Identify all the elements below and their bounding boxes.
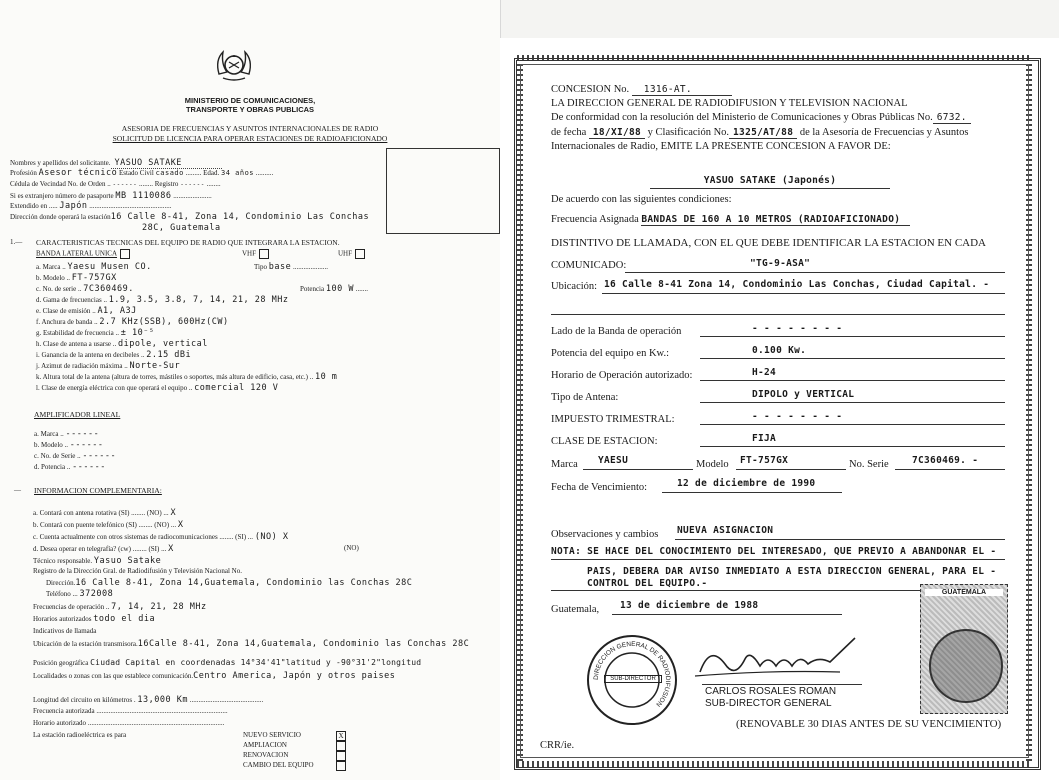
info-mid: (NO) ...	[146, 509, 171, 517]
info-value: X	[168, 544, 174, 554]
vhf-checkbox[interactable]	[259, 249, 269, 259]
tech-dots: ..	[103, 296, 109, 304]
zones-value: Centro America, Japón y otros paises	[193, 671, 396, 681]
tech-row	[36, 350, 191, 360]
purpose-option-label: AMPLIACION	[243, 741, 287, 749]
date-class-row	[551, 127, 968, 138]
note-line-2: PAIS, DEBERA DAR AVISO INMEDIATO A ESTA DIRECCION GENERAL, PARA EL -	[587, 566, 997, 577]
phone-value: 372008	[79, 589, 114, 599]
potencia-label: Potencia	[300, 285, 325, 293]
tech-key: b.	[36, 274, 43, 282]
signature-line	[702, 684, 862, 685]
condition-value: - - - - - - - -	[752, 323, 843, 334]
note-rule-1	[551, 559, 1005, 560]
tech-label: Anchura de banda	[41, 318, 95, 326]
tech-value: dipole, vertical	[118, 339, 208, 349]
tech-dots: ..	[62, 263, 68, 271]
tech-dots: ..	[124, 362, 130, 370]
condition-line	[700, 380, 1005, 381]
tech-dots: ..	[66, 274, 72, 282]
fiscal-stamp	[920, 584, 1008, 714]
banda-checkbox[interactable]	[120, 249, 130, 259]
phone-label: Teléfono	[46, 590, 71, 598]
amplifier-value: ------	[82, 451, 117, 461]
condition-value: - - - - - - - -	[752, 411, 843, 422]
tech-key: i.	[36, 351, 42, 359]
condition-label: IMPUESTO TRIMESTRAL:	[551, 414, 675, 425]
tech-dots: ..	[94, 318, 100, 326]
geo-label: Posición geográfica	[33, 659, 89, 667]
geo-row	[33, 658, 421, 667]
direction-row	[46, 578, 412, 588]
expiry-label: Fecha de Vencimiento:	[551, 482, 648, 493]
condition-label: CLASE DE ESTACION:	[551, 436, 658, 447]
info-mid: (SI) ...	[235, 533, 255, 541]
tech-row	[36, 339, 208, 349]
seal-text: SUB-DIRECTOR	[604, 675, 662, 683]
concession-number-value: 1316-AT.	[632, 84, 732, 96]
age-value: 34 años	[221, 169, 255, 177]
tipo-row: Tipo base ....................	[254, 262, 328, 272]
tech-row	[36, 295, 288, 305]
tech-row	[36, 317, 229, 327]
info-value: X	[170, 508, 177, 518]
info-key: b.	[33, 521, 40, 529]
info-row	[33, 520, 183, 530]
observations-label: Observaciones y cambios	[551, 529, 659, 540]
tech-row	[36, 328, 154, 338]
tech-key: a.	[36, 263, 43, 271]
tech-key: e.	[36, 307, 43, 315]
hours-label: Horarios autorizados	[33, 615, 92, 623]
tech-row	[36, 262, 152, 272]
condition-value: DIPOLO y VERTICAL	[752, 389, 855, 400]
info-title: INFORMACION COMPLEMENTARIA:	[34, 486, 162, 495]
tech-row	[36, 284, 134, 294]
age-label: Edad.	[203, 169, 220, 177]
amplifier-key: c.	[34, 452, 41, 460]
amplifier-row	[34, 440, 104, 450]
info-value: X	[177, 520, 184, 530]
zones-row	[33, 671, 395, 681]
amplifier-value: ------	[69, 440, 104, 450]
tech-key: d.	[36, 296, 43, 304]
serial-value: 7C360469. -	[912, 455, 979, 466]
info-key: a.	[33, 509, 40, 517]
license-application-form	[0, 0, 500, 780]
amplifier-value: ------	[72, 462, 106, 472]
name-label: Nombres y apellidos del solicitante.	[10, 159, 111, 167]
purpose-option-label: CAMBIO DEL EQUIPO	[243, 761, 314, 769]
amplifier-label: No. de Serie ..	[40, 452, 83, 460]
location-value: 16 Calle 8-41 Zona 14, Condominio Las Conchas, Ciudad Capital. -	[604, 279, 990, 290]
tech-value: 2.15 dBi	[146, 350, 192, 360]
info-row	[33, 508, 176, 518]
callsign-value: "TG-9-ASA"	[750, 258, 811, 269]
hours-value: todo el dia	[93, 614, 156, 624]
tech-dots: ..	[309, 373, 315, 381]
observations-value: NUEVA ASIGNACION	[677, 525, 774, 536]
svg-text:DIRECCION GENERAL DE RADIODIFU: DIRECCION GENERAL DE RADIODIFUSION	[592, 640, 672, 708]
assigned-frequency-label: Frecuencia Asignada	[551, 214, 639, 225]
registro-label: Registro	[154, 180, 179, 188]
model-label: Modelo	[696, 459, 729, 470]
purpose-option[interactable]	[243, 741, 287, 749]
condition-line	[700, 336, 1005, 337]
frequency-label: Frecuencias de operación	[33, 603, 105, 611]
registro-value: ------	[180, 181, 205, 188]
potencia-value: 100 W	[325, 284, 354, 294]
tech-label: Clase de antena a usarse	[43, 340, 113, 348]
profession-label: Profesión	[10, 169, 37, 177]
amplifier-row	[34, 429, 99, 439]
concession-header: LA DIRECCION GENERAL DE RADIODIFUSION Y TELEVISION NACIONAL	[551, 98, 908, 109]
callsign-label: Indicativos de llamada	[33, 627, 97, 635]
info-key: c.	[33, 533, 40, 541]
profession-row: Profesión Asesor técnico Estado Civil casado ......... Edad. 34 años ..........	[10, 168, 274, 178]
note-line-3: CONTROL DEL EQUIPO.-	[587, 578, 708, 589]
civil-label: Estado Civil	[119, 169, 154, 177]
tech-label: Clase de energía eléctrica con que operará el equipo	[41, 384, 189, 392]
model-line	[736, 469, 846, 470]
location-line	[602, 293, 1005, 294]
tech-dots: ..	[78, 285, 84, 293]
tech-row	[36, 306, 137, 316]
serial-line	[895, 469, 1005, 470]
info-row	[33, 544, 174, 554]
cedula-row: Cédula de Vecindad No. de Orden .. ------ ........ Registro ------ ........	[10, 180, 221, 188]
assigned-frequency-value: BANDAS DE 160 A 10 METROS (RADIOAFICIONADO)	[641, 214, 910, 226]
tech-label: Altura total de la antena (altura de torres, mástiles o soportes, más altura de edificio, casa, etc.)	[42, 373, 310, 381]
address-value-2: 28C, Guatemala	[142, 223, 221, 233]
place-date: 13 de diciembre de 1988	[620, 600, 759, 611]
tech-label: No. de serie	[42, 285, 78, 293]
info-mid: (SI) ...	[148, 545, 169, 553]
amplifier-label: Marca ..	[40, 430, 66, 438]
purpose-option-label: RENOVACION	[243, 751, 289, 759]
uhf-label: UHF	[338, 249, 353, 258]
reference-initials: CRR/ie.	[540, 740, 575, 751]
profession-value: Asesor técnico	[38, 168, 118, 178]
amplifier-value: ------	[65, 429, 100, 439]
tech-dots: ..	[112, 340, 119, 348]
address-label: Dirección donde operará la estación	[10, 213, 111, 221]
condition-line	[700, 358, 1005, 359]
condition-line	[700, 402, 1005, 403]
holder-name: YASUO SATAKE (Japonés)	[703, 175, 837, 186]
auth-hours-row: Horario autorizado ..............................................................................	[33, 719, 225, 727]
auth-hours-label: Horario autorizado	[33, 719, 87, 727]
stamp-cancellation-mark	[929, 629, 1003, 703]
expiry-line	[662, 492, 842, 493]
note-line-1: NOTA: SE HACE DEL CONOCIMIENTO DEL INTERESADO, QUE PREVIO A ABANDONAR EL -	[551, 546, 997, 557]
ministry-line-1: MINISTERIO DE COMUNICACIONES,	[184, 96, 316, 105]
passport-row: Si es extranjero número de pasaporte MB 1110086 ......................	[10, 191, 212, 201]
tech-value: Norte-Sur	[129, 361, 181, 371]
info-key: d.	[33, 545, 40, 553]
purpose-option-checkbox[interactable]	[336, 751, 346, 761]
banda-label: BANDA LATERAL UNICA	[36, 249, 118, 258]
condition-line	[700, 446, 1005, 447]
equipment-row	[551, 459, 578, 470]
brand-label: Marca	[551, 459, 578, 470]
condition-line	[700, 424, 1005, 425]
tech-row	[36, 273, 117, 283]
info-label: Contará con puente telefónico (SI) ........	[40, 521, 155, 529]
responsible-value: Yasuo Satake	[93, 556, 162, 566]
vhf-option	[242, 249, 269, 259]
resolution-text: De conformidad con la resolución del Ministerio de Comunicaciones y Obras Públicas No.	[551, 112, 933, 123]
coat-of-arms-emblem	[213, 44, 255, 86]
purpose-option-label: NUEVO SERVICIO	[243, 731, 301, 739]
renewal-note: (RENOVABLE 30 DIAS ANTES DE SU VENCIMIENTO)	[736, 718, 1002, 730]
auth-frequency-label: Frecuencia autorizada	[33, 707, 95, 715]
uhf-option	[338, 249, 365, 259]
civil-value: casado	[155, 169, 184, 177]
ministry-heading	[0, 96, 500, 114]
date-value: 18/XI/88	[589, 127, 645, 139]
info-label: Cuenta actualmente con otros sistemas de radiocomunicaciones ........	[39, 533, 236, 541]
length-label: Longitud del circuito en kilómetros	[33, 696, 133, 704]
tech-value: comercial 120 V	[194, 383, 279, 393]
tech-label: Clase de emisión	[42, 307, 93, 315]
tech-label: Estabilidad de frecuencia	[43, 329, 116, 337]
tech-key: k.	[36, 373, 43, 381]
direction-value: 16 Calle 8-41, Zona 14,Guatemala, Condominio las Conchas 28C	[75, 578, 413, 588]
holder-row	[650, 170, 890, 189]
info-d-no-label: (NO)	[344, 544, 359, 552]
photo-box	[386, 148, 500, 234]
hours-row	[33, 614, 155, 624]
callsign-label: COMUNICADO:	[551, 260, 627, 271]
resolution-number: 6732.	[933, 112, 971, 124]
purpose-option[interactable]	[243, 761, 314, 769]
amplifier-label: Modelo ..	[41, 441, 70, 449]
tech-key: j.	[36, 362, 42, 370]
tech-value: 10 m	[314, 372, 338, 382]
responsible-label: Técnico responsable.	[33, 557, 93, 565]
purpose-option[interactable]	[243, 751, 288, 759]
assigned-frequency-row	[551, 214, 910, 225]
purpose-option-checkbox[interactable]: X	[336, 731, 346, 741]
extended-label: Extendido en	[10, 202, 48, 210]
cedula-label: Cédula de Vecindad No. de Orden ..	[10, 180, 111, 188]
official-seal	[586, 634, 678, 726]
concession-number-label: CONCESION No.	[551, 84, 630, 95]
cedula-value: ------	[112, 181, 138, 188]
condition-value: H-24	[752, 367, 777, 378]
purpose-option-checkbox[interactable]	[336, 761, 346, 771]
amplifier-label: Potencia ..	[41, 463, 73, 471]
tech-value: 7C360469.	[83, 284, 134, 294]
assessor-heading: ASESORIA DE FRECUENCIAS Y ASUNTOS INTERNACIONALES DE RADIO	[121, 124, 379, 133]
frequency-value: 7, 14, 21, 28 MHz	[111, 602, 207, 612]
tech-label: Gama de frecuencias	[43, 296, 104, 304]
tipo-value: base	[268, 262, 292, 272]
extended-value: Japón	[59, 201, 88, 211]
tipo-label: Tipo	[254, 263, 267, 271]
section-2-dash: —	[14, 486, 21, 494]
request-title: SOLICITUD DE LICENCIA PARA OPERAR ESTACIONES DE RADIOAFICIONADO	[112, 134, 388, 143]
location-label: Ubicación:	[551, 281, 598, 292]
purpose-option-checkbox[interactable]	[336, 741, 346, 751]
purpose-option[interactable]	[243, 731, 344, 740]
section-1-number: 1.—	[10, 238, 23, 246]
location-label: Ubicación de la estación transmisora.	[33, 640, 138, 648]
tech-value: A1, A3J	[97, 306, 137, 316]
condition-label: Tipo de Antena:	[551, 392, 619, 403]
extended-row: Extendido en ..... Japón ...............................................	[10, 201, 172, 211]
tech-label: Azimut de radiación máxima	[41, 362, 125, 370]
location-row	[33, 639, 469, 649]
info-value: (NO) X	[254, 532, 289, 542]
place-label: Guatemala,	[551, 604, 600, 615]
emission-text: Internacionales de Radio, EMITE LA PRESENTE CONCESION A FAVOR DE:	[551, 141, 891, 152]
concession-number-row	[551, 84, 732, 95]
condition-label: Potencia del equipo en Kw.:	[551, 348, 669, 359]
auth-frequency-row: Frecuencia autorizada ...........................................................................	[33, 707, 228, 715]
classification-value: 1325/AT/88	[729, 127, 797, 139]
passport-label: Si es extranjero número de pasaporte	[10, 192, 114, 200]
tech-value: 2.7 KHz(SSB), 600Hz(CW)	[99, 317, 229, 327]
stamp-text: GUATEMALA	[925, 589, 1003, 596]
conditions-intro: De acuerdo con las siguientes condiciones:	[551, 194, 732, 205]
uhf-checkbox[interactable]	[355, 249, 365, 259]
amplifier-key: a.	[34, 430, 41, 438]
station-purpose-label: La estación radioeléctrica es para	[33, 731, 127, 739]
info-row	[33, 532, 289, 542]
callsign-instruction: DISTINTIVO DE LLAMADA, CON EL QUE DEBE IDENTIFICAR LA ESTACION EN CADA	[551, 237, 987, 249]
concession-certificate	[500, 38, 1059, 780]
amplifier-row	[34, 451, 116, 461]
tech-dots: ..	[92, 307, 98, 315]
length-value: 13,000 Km	[137, 695, 188, 705]
observations-line	[675, 539, 1005, 540]
banda-lateral	[36, 249, 130, 259]
signer-name: CARLOS ROSALES ROMAN	[705, 686, 837, 697]
tech-key: f.	[36, 318, 42, 326]
condition-label: Lado de la Banda de operación	[551, 326, 682, 337]
tech-row	[36, 372, 337, 382]
direction-label: Dirección.	[46, 579, 76, 587]
classification-text: de la Asesoría de Frecuencias y Asuntos	[799, 127, 969, 138]
responsible-row	[33, 556, 161, 566]
zones-label: Localidades o zonas con las que establece comunicación.	[33, 672, 194, 680]
signer-title: SUB-DIRECTOR GENERAL	[705, 698, 832, 709]
passport-value: MB 1110086	[115, 191, 172, 201]
vhf-label: VHF	[242, 249, 257, 258]
classification-label: y Clasificación No.	[647, 127, 730, 138]
length-row: Longitud del circuito en kilómetros . 13,000 Km ..........................................	[33, 695, 264, 705]
tech-row	[36, 361, 180, 371]
info-label: Desea operar en telegrafía? (cw) ........	[40, 545, 149, 553]
tech-key: l.	[36, 384, 42, 392]
address-value-1: 16 Calle 8-41, Zona 14, Condominio Las Conchas	[110, 212, 370, 222]
tech-value: Yaesu Musen CO.	[67, 262, 152, 272]
date-label: de fecha	[551, 127, 587, 138]
amplifier-key: b.	[34, 441, 41, 449]
info-mid: (NO) ...	[154, 521, 178, 529]
amplifier-key: d.	[34, 463, 41, 471]
location-line-2	[551, 314, 1005, 315]
brand-line	[583, 469, 693, 470]
place-line	[612, 614, 842, 615]
condition-value: FIJA	[752, 433, 777, 444]
location-value: 16Calle 8-41, Zona 14,Guatemala, Condominio las Conchas 28C	[137, 639, 470, 649]
tech-value: FT-757GX	[71, 273, 117, 283]
tech-value: ± 10⁻⁵	[120, 328, 155, 338]
expiry-value: 12 de diciembre de 1990	[677, 478, 816, 489]
tech-label: Ganancia de la antena en decibeles	[41, 351, 141, 359]
tech-label: Marca	[42, 263, 63, 271]
tech-key: g.	[36, 329, 43, 337]
address-row	[10, 212, 369, 222]
name-value: YASUO SATAKE	[111, 158, 222, 169]
condition-label: Horario de Operación autorizado:	[551, 370, 693, 381]
model-value: FT-757GX	[740, 455, 789, 466]
phone-row: Teléfono ... 372008	[46, 589, 114, 599]
serial-label: No. Serie	[849, 459, 889, 470]
resolution-row	[551, 112, 971, 123]
tech-key: h.	[36, 340, 43, 348]
brand-value: YAESU	[598, 455, 629, 466]
signature-icon	[690, 634, 870, 684]
registry-label: Registro de la Dirección Gral. de Radiodifusión y Televisión Nacional No.	[33, 567, 242, 575]
ministry-line-2: TRANSPORTE Y OBRAS PUBLICAS	[185, 105, 315, 114]
name-row	[10, 158, 222, 168]
amplifier-row	[34, 462, 106, 472]
potencia-row: Potencia 100 W .......	[300, 284, 368, 294]
tech-key: c.	[36, 285, 43, 293]
tech-dots: ..	[115, 329, 121, 337]
amplifier-title: AMPLIFICADOR LINEAL	[34, 410, 121, 419]
callsign-line	[625, 272, 1005, 273]
tech-dots: ..	[140, 351, 147, 359]
tech-dots: ..	[188, 384, 195, 392]
tech-label: Modelo	[43, 274, 67, 282]
section-1-title: CARACTERISTICAS TECNICAS DEL EQUIPO DE RADIO QUE INTEGRARA LA ESTACION.	[36, 238, 340, 247]
tech-row	[36, 383, 278, 393]
tech-value: 1.9, 3.5, 3.8, 7, 14, 21, 28 MHz	[108, 295, 289, 305]
geo-value: Ciudad Capital en coordenadas 14°34'41"latitud y -90°31'2"longitud	[90, 658, 422, 667]
frequency-row: Frecuencias de operación .. 7, 14, 21, 28 MHz	[33, 602, 207, 612]
info-label: Contará con antena rotativa (SI) ........	[39, 509, 147, 517]
condition-value: 0.100 Kw.	[752, 345, 807, 356]
